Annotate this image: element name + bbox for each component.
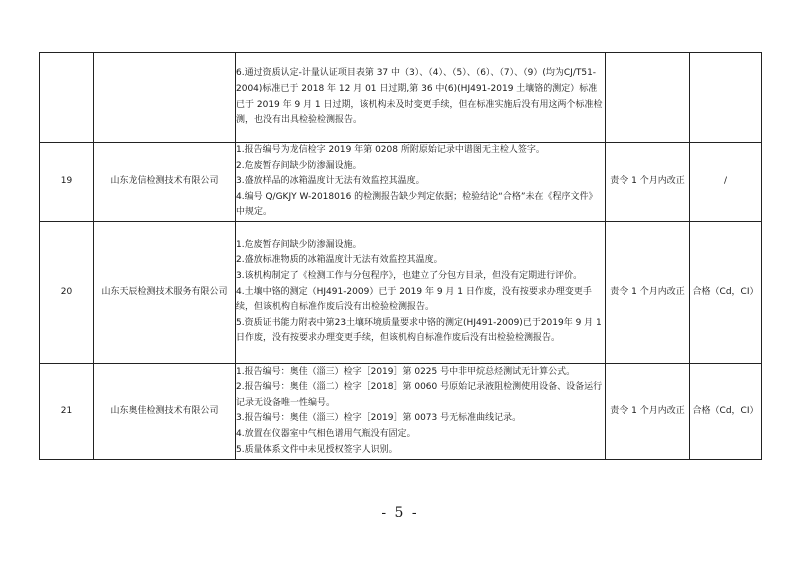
- sampling-result: [690, 53, 762, 143]
- table-row: [40, 221, 762, 363]
- issue-item: 5.质量体系文件中未见授权签字人识别。: [236, 444, 398, 455]
- company-name: 山东龙信检测技术有限公司: [94, 143, 236, 222]
- row-number: [40, 53, 94, 143]
- company-name: 山东天辰检测技术服务有限公司: [94, 221, 236, 363]
- company-name: [94, 53, 236, 143]
- issue-item: 3.该机构制定了《检测工作与分包程序》，也建立了分包方目录，但没有定期进行评价。: [236, 271, 583, 282]
- issue-item: 2.危废暂存间缺少防渗漏设施。: [236, 160, 362, 171]
- inspection-results-table: [39, 52, 762, 460]
- row-number: 19: [40, 143, 94, 222]
- issue-item: 1.报告编号为龙信检字 2019 年第 0208 所附原始记录中谱图无主检人签字。: [236, 145, 545, 155]
- issue-description: [236, 53, 606, 143]
- issue-item: 2.报告编号：奥佳（淄二）检字［2018］第 0060 号原始记录液阻检测使用设备、设备运行记录无设备唯一性编号。: [236, 382, 603, 408]
- issue-item: 1.报告编号：奥佳（淄三）检字［2019］第 0225 号中非甲烷总烃测试无计算公式。: [236, 366, 576, 377]
- issue-item: 3.报告编号：奥佳（淄三）检字［2019］第 0073 号无标准曲线记录。: [236, 413, 522, 424]
- row-number: 20: [40, 221, 94, 363]
- issue-item: 3.盛放样品的冰箱温度计无法有效监控其温度。: [236, 176, 425, 187]
- issue-item: 6.通过资质认定-计量认证项目表第 37 中（3）、（4）、（5）、（6）、（7）、（9）(均为CJ/T51-2004)标准已于 2018 年 12 月 01 日过期,第 36 中(6)(HJ491-2019 土壤铬的测定）标准已于 2019 年 9 月 1 日过期，该机构未及时变更手续，但在标准实施后没有用这两个标准检测，也没有出具检验检测报告。: [236, 68, 603, 126]
- corrective-action: 责令 1 个月内改正: [606, 363, 690, 459]
- issue-item: 1.危废暂存间缺少防渗漏设施。: [236, 239, 362, 250]
- corrective-action: 责令 1 个月内改正: [606, 221, 690, 363]
- issue-description: [236, 363, 606, 459]
- issue-item: 5.资质证书能力附表中第23土壤环境质量要求中铬的测定(HJ491-2009)已于2019年 9 月 1 日作废，没有按要求办理变更手续，但该机构自标准作废后没有出检验检测报告。: [236, 317, 602, 344]
- issue-item: 2.盛放标准物质的冰箱温度计无法有效监控其温度。: [236, 255, 443, 266]
- corrective-action: 责令 1 个月内改正: [606, 143, 690, 222]
- issue-item: 4.土壤中铬的测定（HJ491-2009）已于 2019 年 9 月 1 日作废，没有按要求办理变更手续，但该机构自标准作废后没有出检验检测报告。: [236, 286, 592, 313]
- table-row: [40, 363, 762, 459]
- issue-item: 4.放置在仪器室中气相色谱用气瓶没有固定。: [236, 429, 416, 440]
- page-number: - 5 -: [381, 505, 419, 521]
- corrective-action: [606, 53, 690, 143]
- sampling-result: 合格（Cd，CI）: [690, 221, 762, 363]
- company-name: 山东奥佳检测技术有限公司: [94, 363, 236, 459]
- sampling-result: 合格（Cd，CI）: [690, 363, 762, 459]
- issue-description: [236, 143, 606, 222]
- table-row: [40, 53, 762, 143]
- sampling-result: /: [690, 143, 762, 222]
- issue-item: 4.编号 Q/GKJY W-2018016 的检测报告缺少判定依据；检验结论“合格”未在《程序文件》中规定。: [236, 191, 598, 218]
- table-row: [40, 143, 762, 222]
- row-number: 21: [40, 363, 94, 459]
- issue-description: [236, 221, 606, 363]
